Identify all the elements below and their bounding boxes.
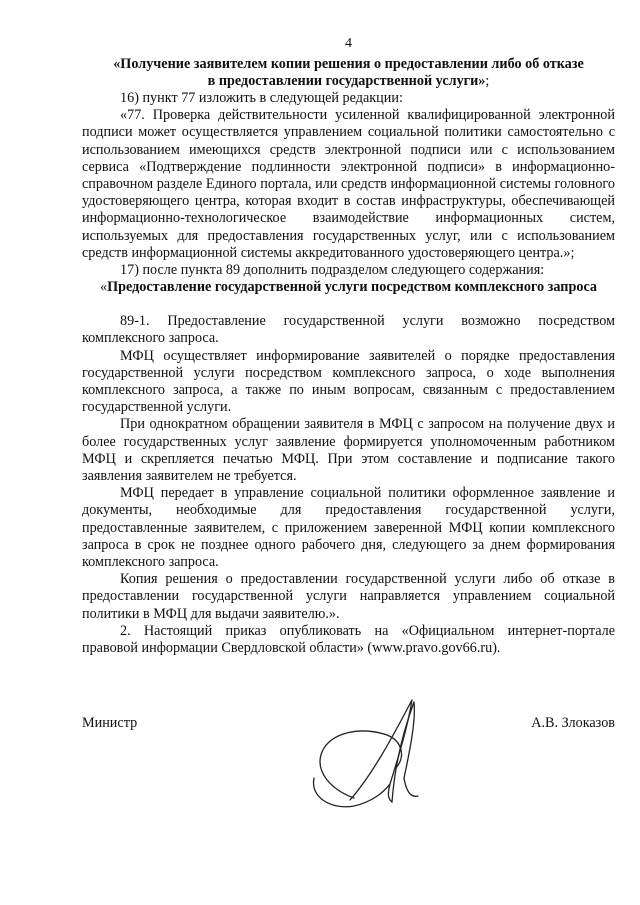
page-number: 4 (345, 36, 352, 51)
paragraph-item-17: 17) после пункта 89 дополнить подразделом следующего содержания: (120, 262, 545, 279)
subsection-heading-text: Предоставление государственной услуги посредством комплексного запроса (107, 279, 598, 296)
paragraph-publish-order: 2. Настоящий приказ опубликовать на «Официальном интернет-портале правовой информации Свердловской области» (www.pravo.gov66.ru). (82, 622, 615, 657)
subsection-heading-quote: « (99, 279, 108, 296)
paragraph-item-16: 16) пункт 77 изложить в следующей редакции: (120, 90, 403, 106)
subsection-heading (82, 279, 615, 296)
paragraph-item-77: «77. Проверка действительности усиленной квалифицированной электронной подписи может осуществляется управлением социальной политики самостоятельно с использованием имеющихся средств электронной подписи или с использованием сервиса «Подтверждение подлинности электронной подписи» в информационно-справочном разделе Единого портала, или средств информационной системы головного удостоверяющего центра, которая входит в состав инфраструктуры, обеспечивающей информационно-технологическое взаимодействие информационных систем, используемых для предоставления государственных услуг, или с использованием средств информационной системы аккредитованного удостоверяющего центра.»; (82, 107, 615, 261)
handwritten-signature-icon (292, 680, 442, 830)
section-heading-line2: в предоставлении государственной услуги» (207, 73, 486, 89)
section-heading-suffix: ; (485, 73, 490, 89)
section-heading-line1: «Получение заявителем копии решения о предоставлении либо об отказе (113, 56, 584, 72)
paragraph-mfc-transfer: МФЦ передает в управление социальной политики оформленное заявление и документы, необходимые для предоставления государственной услуги, предоставленные заявителем, с приложением заверенной МФЦ копии комплексного запроса в срок не позднее одного рабочего дня, следующего за днем формирования комплексного запроса. (82, 485, 615, 571)
document-page (82, 36, 615, 657)
signer-name: А.В. Злоказов (531, 715, 615, 731)
section-heading-line2-wrap (82, 73, 615, 90)
signer-position: Министр (82, 715, 138, 731)
section-heading (82, 56, 615, 90)
paragraph-89-1: 89-1. Предоставление государственной услуги возможно посредством комплексного запроса. (82, 313, 615, 347)
paragraph-decision-copy: Копия решения о предоставлении государственной услуги либо об отказе в предоставлении государственной услуги направляется управлением социальной политики в МФЦ для выдачи заявителю.». (82, 571, 615, 622)
paragraph-single-request: При однократном обращении заявителя в МФЦ с запросом на получение двух и более государственных услуг заявление формируется уполномоченным работником МФЦ и скрепляется печатью МФЦ. При этом составление и подписание такого заявления заявителем не требуется. (82, 416, 615, 485)
paragraph-mfc-info: МФЦ осуществляет информирование заявителей о порядке предоставления государственной услуги посредством комплексного запроса, о ходе выполнения комплексного запроса, а также по иным вопросам, связанным с предоставлением государственной услуги. (82, 347, 615, 416)
